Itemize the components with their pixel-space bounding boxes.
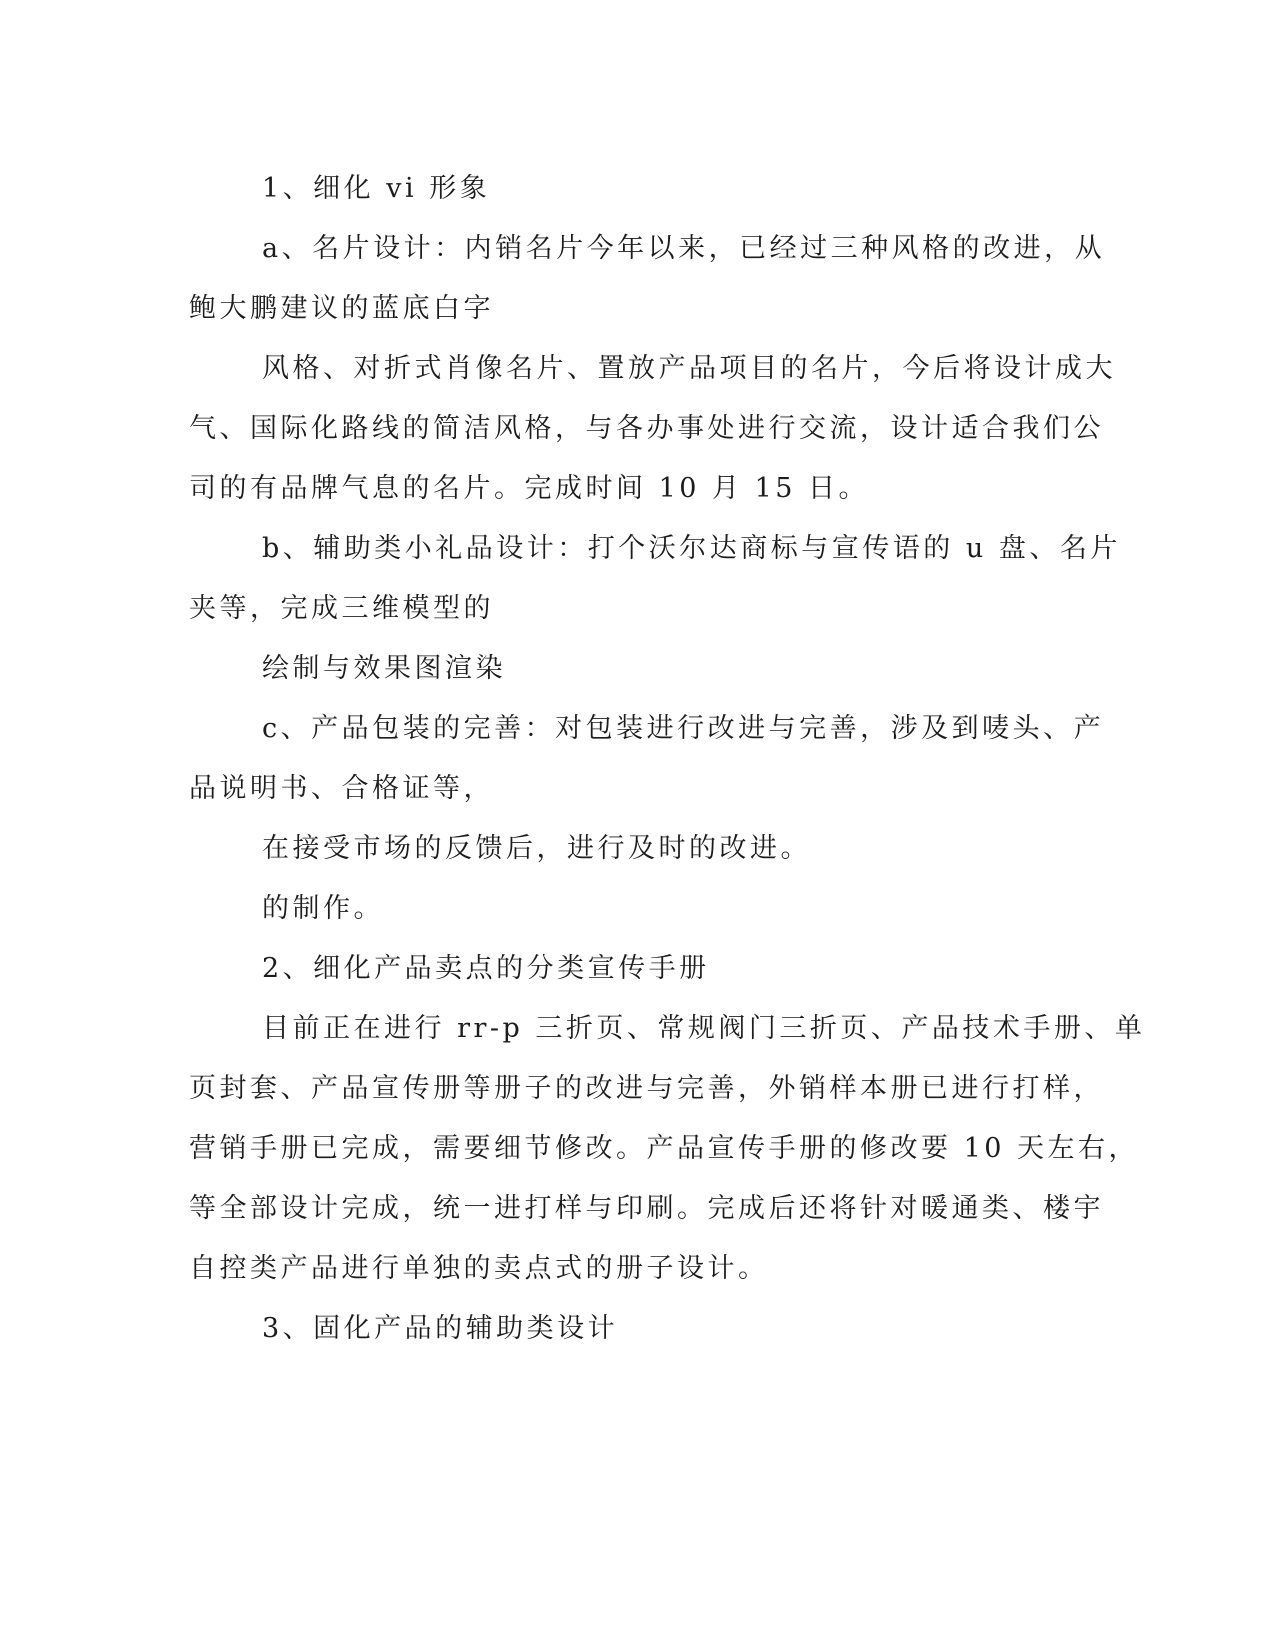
section-heading-2: 2、细化产品卖点的分类宣传手册: [262, 953, 710, 984]
paragraph-line: 司的有品牌气息的名片。完成时间 10 月 15 日。: [189, 473, 870, 504]
paragraph-line: b、辅助类小礼品设计：打个沃尔达商标与宣传语的 u 盘、名片: [262, 533, 1121, 564]
paragraph-line: 页封套、产品宣传册等册子的改进与完善，外销样本册已进行打样，: [189, 1073, 1104, 1104]
paragraph-line: 的制作。: [262, 893, 384, 924]
paragraph-line: c、产品包装的完善：对包装进行改进与完善，涉及到唛头、产: [262, 713, 1105, 744]
paragraph-line: 鲍大鹏建议的蓝底白字: [189, 293, 494, 324]
section-heading-3: 3、固化产品的辅助类设计: [262, 1313, 619, 1344]
paragraph-line: 气、国际化路线的简洁风格，与各办事处进行交流，设计适合我们公: [189, 413, 1104, 444]
paragraph-line: 在接受市场的反馈后，进行及时的改进。: [262, 833, 811, 864]
paragraph-line: 等全部设计完成，统一进打样与印刷。完成后还将针对暖通类、楼宇: [189, 1193, 1104, 1224]
paragraph-line: 品说明书、合格证等，: [189, 773, 494, 804]
paragraph-line: 营销手册已完成，需要细节修改。产品宣传手册的修改要 10 天左右，: [189, 1133, 1140, 1164]
paragraph-line: a、名片设计：内销名片今年以来，已经过三种风格的改进，从: [262, 233, 1106, 264]
paragraph-line: 自控类产品进行单独的卖点式的册子设计。: [189, 1253, 769, 1284]
paragraph-line: 绘制与效果图渲染: [262, 653, 506, 684]
paragraph-line: 风格、对折式肖像名片、置放产品项目的名片，今后将设计成大: [262, 353, 1116, 384]
section-heading-1: 1、细化 vi 形象: [262, 173, 491, 204]
paragraph-line: 夹等，完成三维模型的: [189, 593, 494, 624]
paragraph-line: 目前正在进行 rr-p 三折页、常规阀门三折页、产品技术手册、单: [262, 1013, 1146, 1044]
